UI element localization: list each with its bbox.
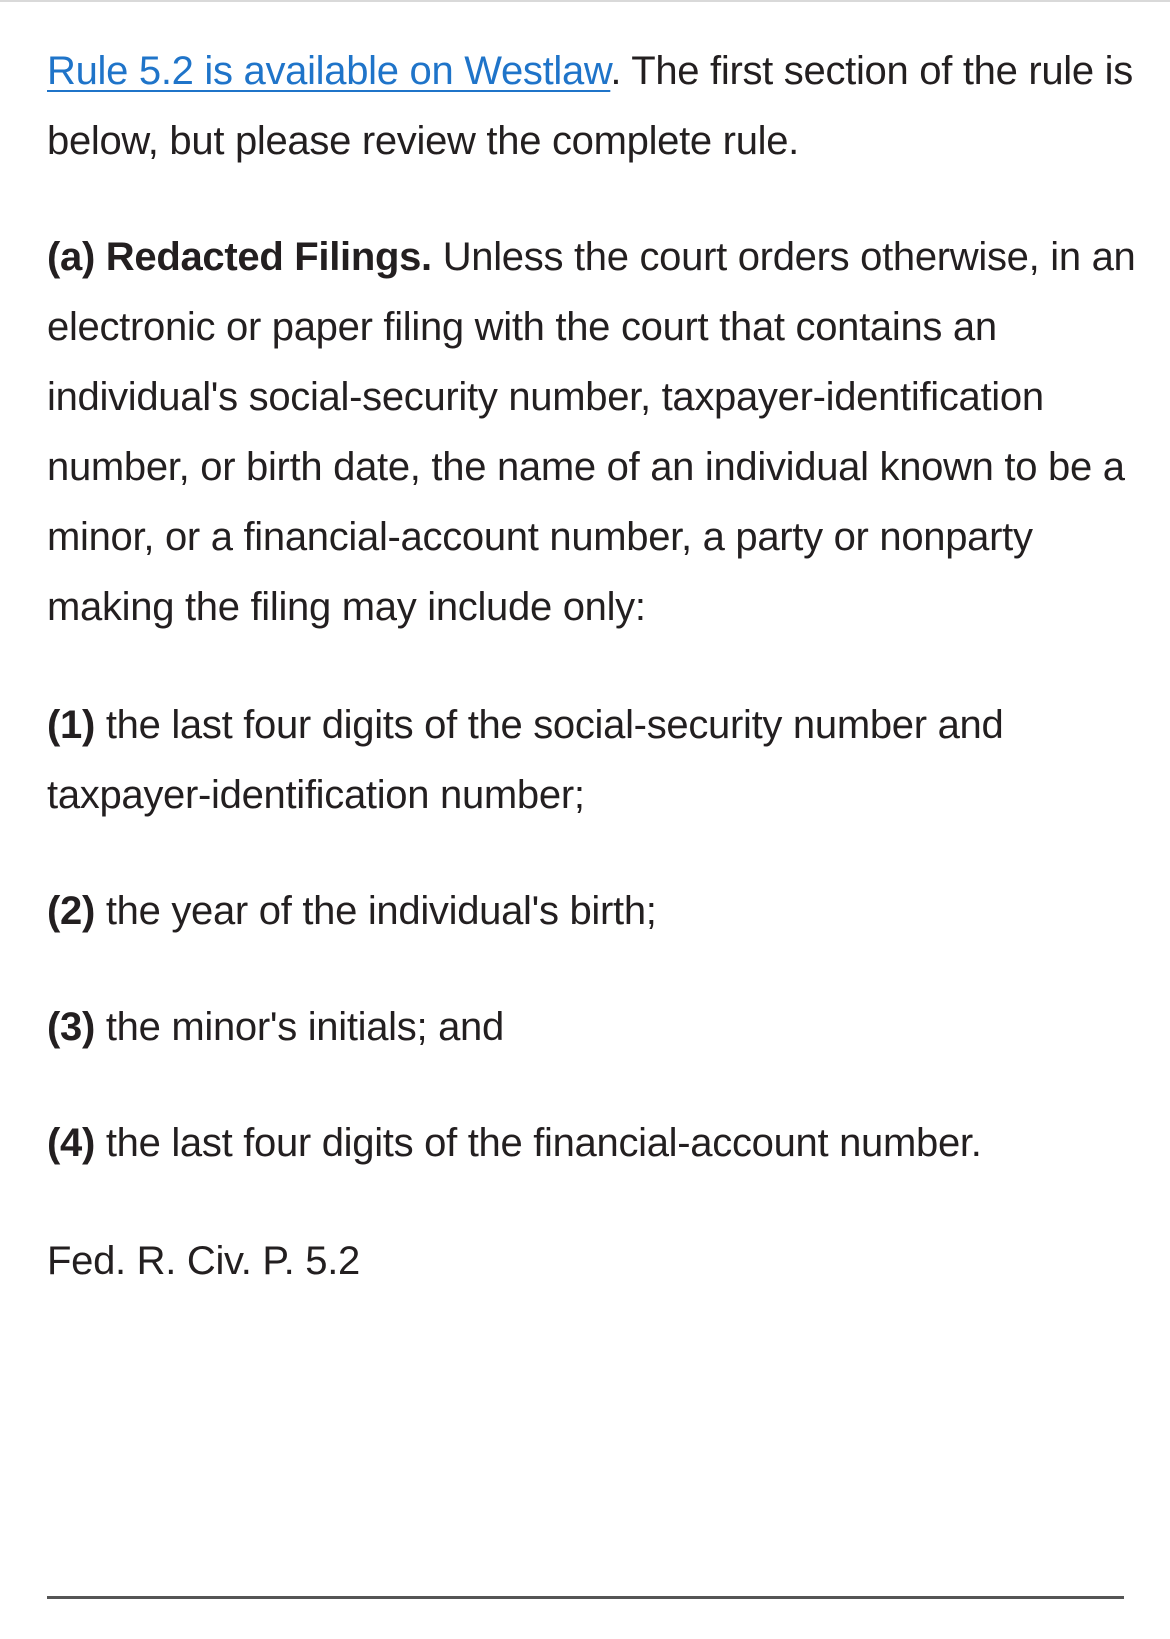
item-3-label: (3) [47,1005,95,1049]
item-2-text: the year of the individual's birth; [95,889,657,933]
citation: Fed. R. Civ. P. 5.2 [47,1239,360,1283]
intro-text: . The first section of the rule is below, but please review the complete rule. [47,49,1133,163]
top-divider [0,0,1170,2]
list-item-3 [47,992,1137,1062]
item-2-label: (2) [47,889,95,933]
list-item-2 [47,876,1137,946]
item-4-text: the last four digits of the financial-account number. [95,1121,982,1165]
item-4-label: (4) [47,1121,95,1165]
list-item-4 [47,1108,1137,1178]
rule-content [47,36,1137,1296]
item-1-label: (1) [47,703,95,747]
list-item-1 [47,690,1137,830]
intro-paragraph [47,36,1137,176]
section-a-paragraph [47,222,1137,642]
item-1-text: the last four digits of the social-security number and taxpayer-identification number; [47,703,1004,817]
section-a-heading: (a) Redacted Filings. [47,235,432,279]
item-3-text: the minor's initials; and [95,1005,504,1049]
westlaw-link[interactable]: Rule 5.2 is available on Westlaw [47,49,611,93]
section-a-text: Unless the court orders otherwise, in an electronic or paper filing with the court that contains an individual's social-security number, taxpayer-identification number, or birth date, the name of an individual known to be a minor, or a financial-account number, a party or nonparty making the filing may include only: [47,235,1136,629]
bottom-divider [47,1596,1124,1599]
